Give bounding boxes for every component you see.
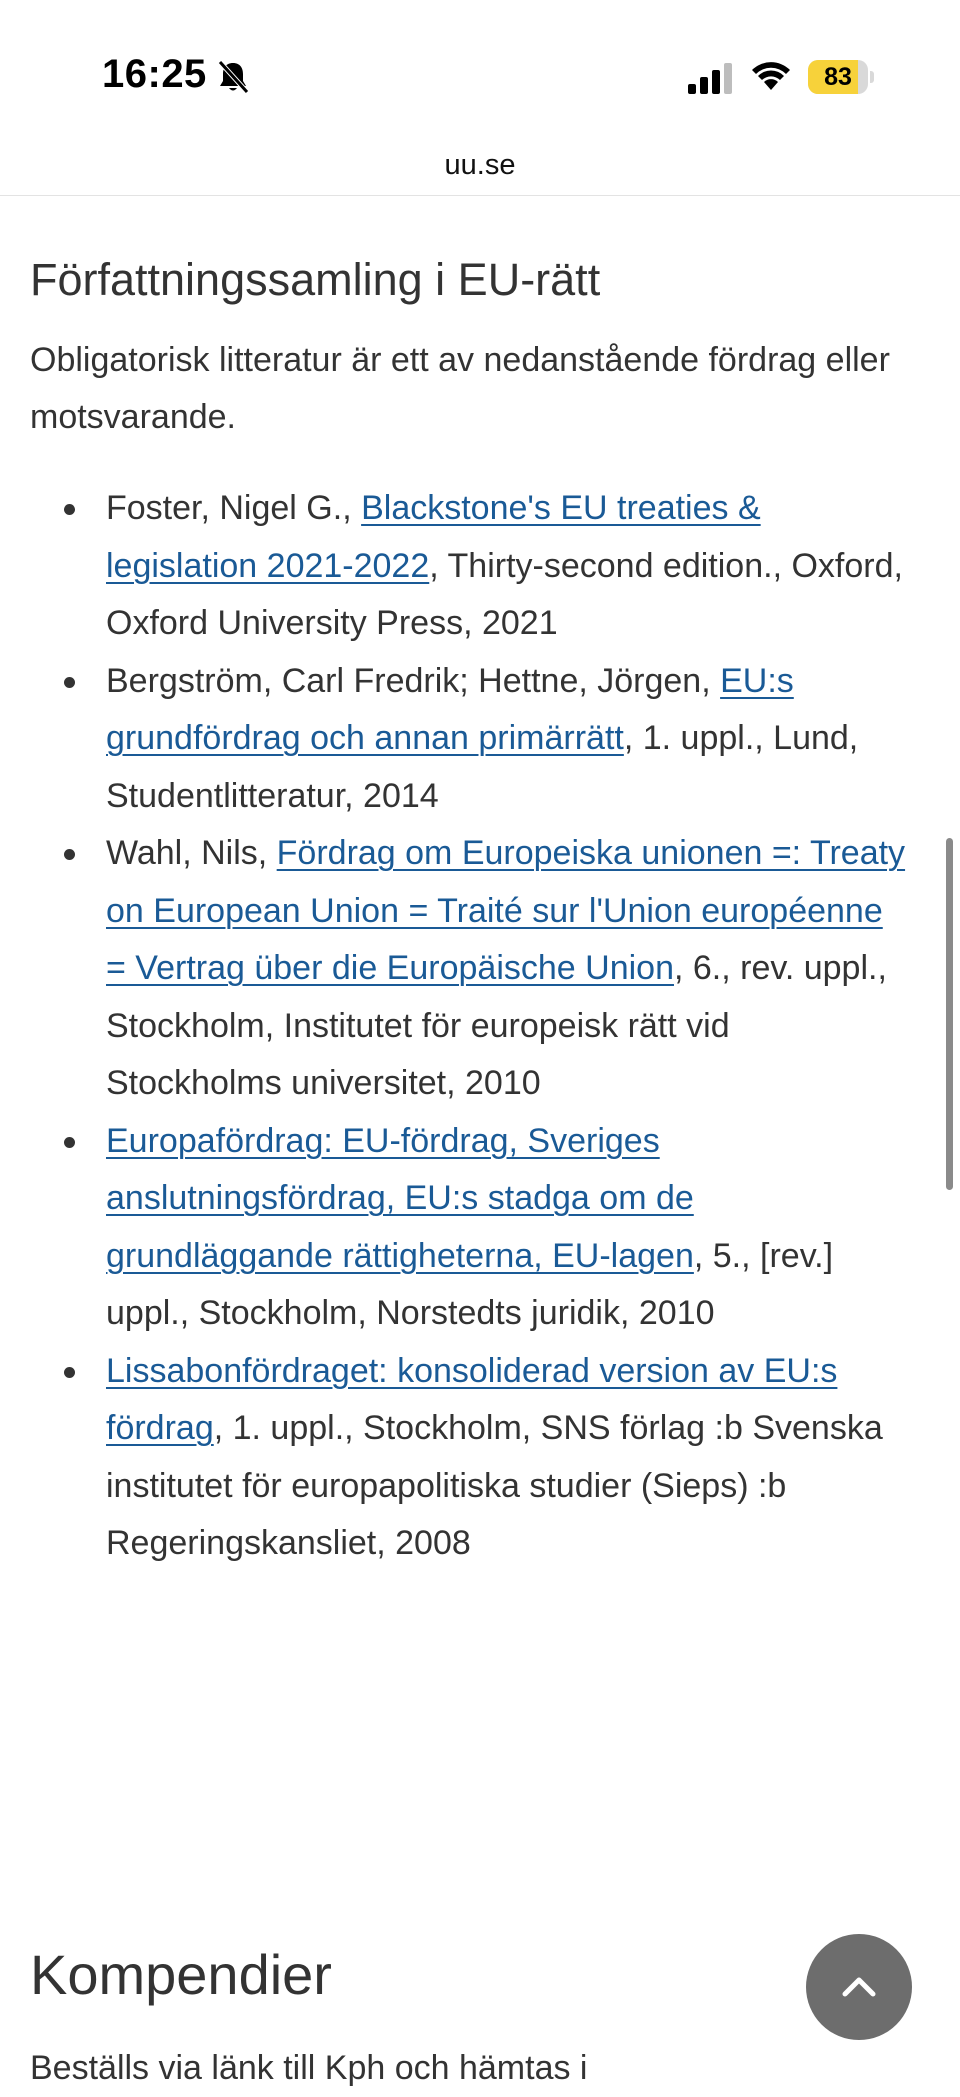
list-item [30,480,910,653]
status-bar [0,0,960,140]
battery-cap [870,71,874,83]
reference-details: , 1. uppl., Lund, Studentlitteratur, 2014 [106,719,859,815]
bullet-icon [64,1367,75,1378]
bullet-icon [64,677,75,688]
reference-authors: Bergström, Carl Fredrik; Hettne, Jörgen, [106,661,721,700]
reference-link[interactable]: Lissabonfördraget: konsoliderad version av EU:s fördrag [106,1351,838,1447]
scrollbar[interactable] [946,838,953,1190]
reference-details: , 5., [rev.] uppl., Stockholm, Norstedts juridik, 2010 [106,1236,834,1332]
battery-percentage: 83 [824,63,852,91]
url-text: uu.se [444,149,516,181]
reference-link[interactable]: Europafördrag: EU-fördrag, Sveriges anslutningsfördrag, EU:s stadga om de grundläggande rättigheterna, EU-lagen [106,1121,694,1275]
bullet-icon [64,849,75,860]
list-item [30,1113,910,1343]
url-bar[interactable] [0,140,960,196]
reference-details: , Thirty-second edition., Oxford, Oxford University Press, 2021 [106,546,903,642]
status-time: 16:25 [102,52,207,96]
reference-authors: Foster, Nigel G., [106,489,362,527]
reference-link[interactable]: Blackstone's EU treaties & legislation 2021-2022 [106,489,761,585]
list-item [30,825,910,1113]
section-text-partial: Beställs via länk till Kph och hämtas i [30,2049,588,2087]
chevron-up-icon [839,1970,879,2000]
battery-icon [808,60,874,94]
bullet-icon [64,1137,75,1148]
battery-body [808,60,868,94]
section-title-kompendier: Kompendier [30,1943,332,2006]
reference-details: , 6., rev. uppl., Stockholm, Institutet för europeisk rätt vid Stockholms universitet, 2010 [106,949,887,1102]
wifi-icon [750,60,792,92]
header-divider [0,195,960,196]
reference-link[interactable]: EU:s grundfördrag och annan primärrätt [106,661,794,757]
list-item [30,653,910,826]
main-content [30,250,910,1573]
reference-authors: Wahl, Nils, [106,834,277,872]
reference-list [30,480,910,1573]
scroll-to-top-button[interactable] [806,1934,912,2040]
bullet-icon [64,504,75,515]
section-intro: Obligatorisk litteratur är ett av nedanstående fördrag eller motsvarande. [30,341,890,436]
section-title: Författningssamling i EU-rätt [30,254,601,305]
list-item [30,1343,910,1573]
reference-details: , 1. uppl., Stockholm, SNS förlag :b Svenska institutet för europapolitiska studier (Sieps) :b Regeringskansliet, 2008 [106,1409,883,1562]
bell-slash-icon [216,59,250,95]
reference-link[interactable]: Fördrag om Europeiska unionen =: Treaty on European Union = Traité sur l'Union européenne = Vertrag über die Europäische Union [106,834,906,987]
cellular-signal-icon [686,62,736,96]
